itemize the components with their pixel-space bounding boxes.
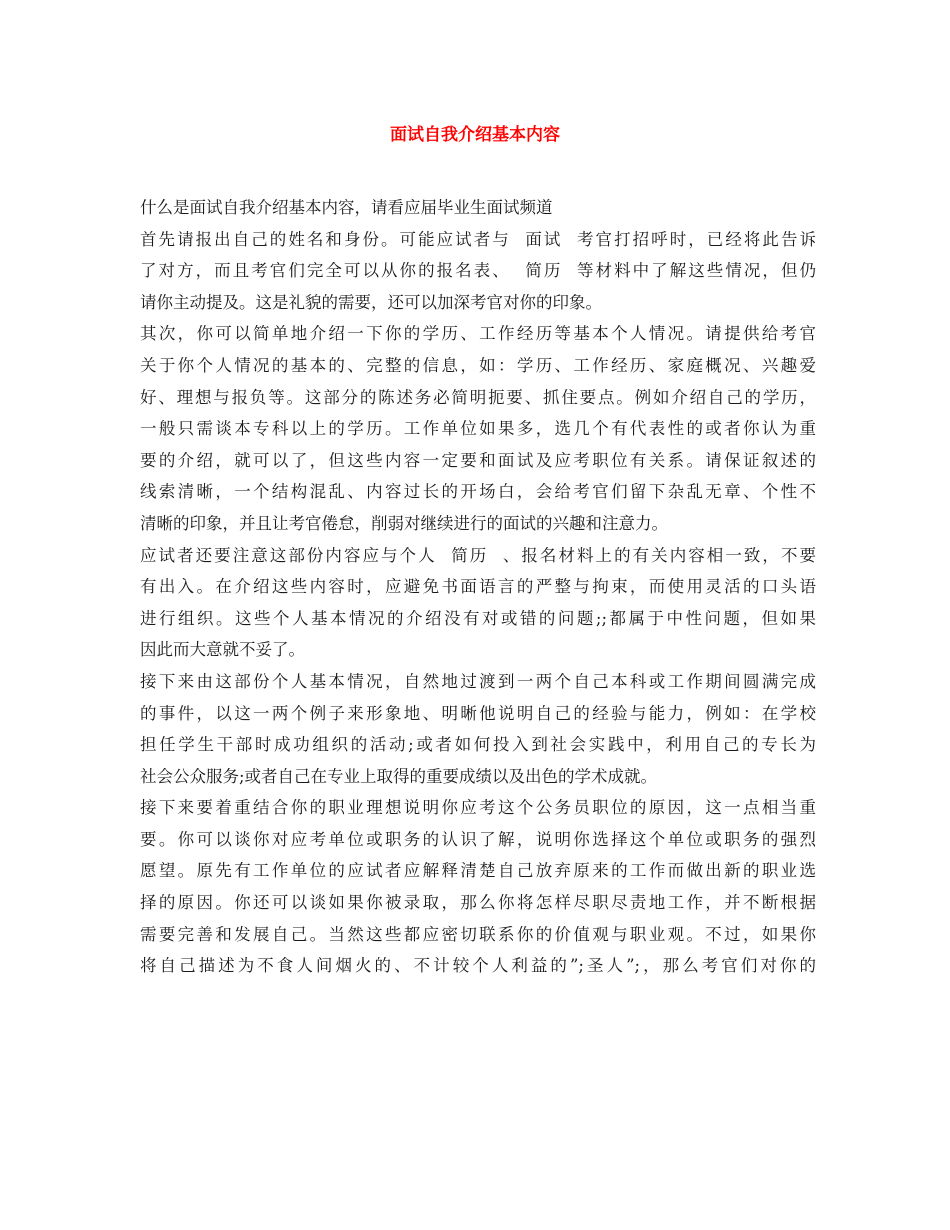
text-line: 愿望。原先有工作单位的应试者应解释清楚自己放弃原来的工作而做出新的职业选 xyxy=(140,861,816,881)
text-line: 要。你可以谈你对应考单位或职务的认识了解，说明你选择这个单位或职务的强烈 xyxy=(140,829,816,849)
text-line: 将自己描述为不食人间烟火的、不计较个人利益的”;圣人”;，那么考官们对你的 xyxy=(140,956,816,976)
text-line: 清晰的印象，并且让考官倦怠，削弱对继续进行的面试的兴趣和注意力。 xyxy=(140,513,668,533)
text-line: 因此而大意就不妥了。 xyxy=(140,640,305,660)
text-line: 线索清晰，一个结构混乱、内容过长的开场白，会给考官们留下杂乱无章、个性不 xyxy=(140,482,816,502)
text-line: 了对方，而且考官们完全可以从你的报名表、 简历 等材料中了解这些情况，但仍 xyxy=(140,261,816,281)
text-line: 有出入。在介绍这些内容时，应避免书面语言的严整与拘束，而使用灵活的口头语 xyxy=(140,577,816,597)
text-line: 需要完善和发展自己。当然这些都应密切联系你的价值观与职业观。不过，如果你 xyxy=(140,924,816,944)
document-body xyxy=(140,192,816,982)
text-line: 接下来要着重结合你的职业理想说明你应考这个公务员职位的原因，这一点相当重 xyxy=(140,798,816,818)
text-line: 择的原因。你还可以谈如果你被录取，那么你将怎样尽职尽责地工作，并不断根据 xyxy=(140,893,816,913)
text-line: 首先请报出自己的姓名和身份。可能应试者与 面试 考官打招呼时，已经将此告诉 xyxy=(140,229,816,249)
text-line: 其次，你可以简单地介绍一下你的学历、工作经历等基本个人情况。请提供给考官 xyxy=(140,324,816,344)
text-line: 什么是面试自我介绍基本内容，请看应届毕业生面试频道 xyxy=(140,198,553,217)
text-line: 应试者还要注意这部份内容应与个人 简历 、报名材料上的有关内容相一致，不要 xyxy=(140,545,816,565)
text-line: 一般只需谈本专科以上的学历。工作单位如果多，选几个有代表性的或者你认为重 xyxy=(140,419,816,439)
text-line: 社会公众服务;或者自己在专业上取得的重要成绩以及出色的学术成就。 xyxy=(140,766,658,786)
text-line: 关于你个人情况的基本的、完整的信息，如：学历、工作经历、家庭概况、兴趣爱 xyxy=(140,355,816,375)
text-line: 的事件，以这一两个例子来形象地、明晰他说明自己的经验与能力，例如：在学校 xyxy=(140,703,816,723)
text-line: 好、理想与报负等。这部分的陈述务必简明扼要、抓住要点。例如介绍自己的学历， xyxy=(140,387,816,407)
text-line: 担任学生干部时成功组织的活动;或者如何投入到社会实践中，利用自己的专长为 xyxy=(140,735,816,755)
text-line: 请你主动提及。这是礼貌的需要，还可以加深考官对你的印象。 xyxy=(140,292,602,312)
text-line: 接下来由这部份个人基本情况，自然地过渡到一两个自己本科或工作期间圆满完成 xyxy=(140,671,816,691)
text-line: 进行组织。这些个人基本情况的介绍没有对或错的问题;;都属于中性问题，但如果 xyxy=(140,608,816,628)
text-line: 要的介绍，就可以了，但这些内容一定要和面试及应考职位有关系。请保证叙述的 xyxy=(140,450,816,470)
document-title: 面试自我介绍基本内容 xyxy=(390,125,560,145)
